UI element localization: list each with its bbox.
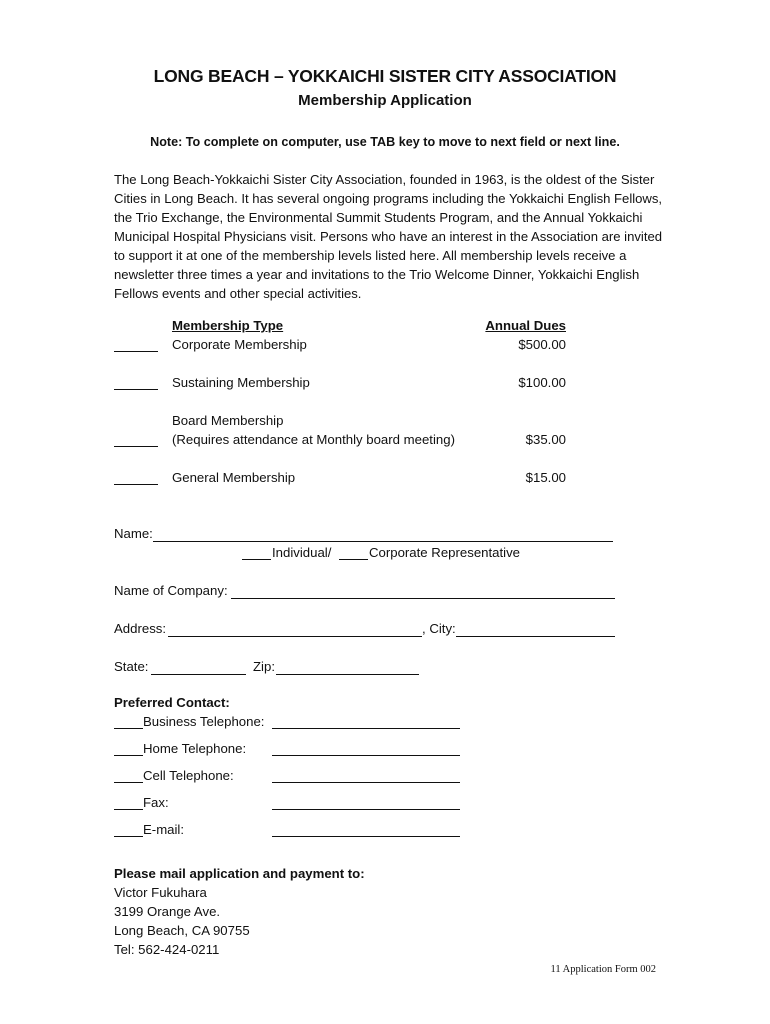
zip-field[interactable] (276, 674, 419, 675)
sustaining-membership-label: Sustaining Membership (172, 375, 310, 390)
business-telephone-checkbox[interactable] (114, 728, 143, 729)
mailing-heading: Please mail application and payment to: (114, 866, 365, 881)
instruction-note: Note: To complete on computer, use TAB key to move to next field or next line. (150, 135, 620, 149)
document-title: LONG BEACH – YOKKAICHI SISTER CITY ASSOCIATION (153, 66, 617, 86)
email-label: E-mail: (143, 822, 185, 837)
corporate-representative-checkbox[interactable] (339, 559, 368, 560)
corporate-membership-label: Corporate Membership (172, 337, 307, 352)
general-membership-label: General Membership (172, 470, 296, 485)
cell-telephone-checkbox[interactable] (114, 782, 143, 783)
board-membership-requirement: (Requires attendance at Monthly board meeting) (172, 432, 455, 447)
name-label: Name: (114, 526, 153, 541)
corporate-membership-price: $500.00 (518, 337, 566, 352)
form-footer: 11 Application Form 002 (550, 964, 656, 975)
state-label: State: (114, 659, 149, 674)
business-telephone-field[interactable] (272, 728, 460, 729)
address-label: Address: (114, 621, 167, 636)
zip-label: Zip: (253, 659, 275, 674)
home-telephone-field[interactable] (272, 755, 460, 756)
mailing-telephone: Tel: 562-424-0211 (114, 942, 220, 957)
fax-field[interactable] (272, 809, 460, 810)
individual-checkbox[interactable] (242, 559, 271, 560)
state-field[interactable] (151, 674, 246, 675)
board-membership-label: Board Membership (172, 413, 284, 428)
fax-checkbox[interactable] (114, 809, 143, 810)
sustaining-membership-price: $100.00 (518, 375, 566, 390)
general-membership-checkbox[interactable] (114, 484, 158, 485)
corporate-membership-checkbox[interactable] (114, 351, 158, 352)
board-membership-checkbox[interactable] (114, 446, 158, 447)
board-membership-price: $35.00 (525, 432, 566, 447)
name-field[interactable] (153, 541, 613, 542)
email-checkbox[interactable] (114, 836, 143, 837)
individual-label: Individual/ (272, 545, 332, 560)
corporate-representative-label: Corporate Representative (369, 545, 521, 560)
fax-label: Fax: (143, 795, 169, 810)
mailing-street: 3199 Orange Ave. (114, 904, 221, 919)
cell-telephone-field[interactable] (272, 782, 460, 783)
city-label: , City: (422, 621, 456, 636)
home-telephone-checkbox[interactable] (114, 755, 143, 756)
sustaining-membership-checkbox[interactable] (114, 389, 158, 390)
document-subtitle: Membership Application (298, 92, 472, 109)
annual-dues-header: Annual Dues (485, 318, 566, 333)
city-field[interactable] (456, 636, 615, 637)
mailing-city-state-zip: Long Beach, CA 90755 (114, 923, 250, 938)
email-field[interactable] (272, 836, 460, 837)
mailing-recipient: Victor Fukuhara (114, 885, 207, 900)
intro-paragraph: The Long Beach-Yokkaichi Sister City Association, founded in 1963, is the oldest of the Sister Cities in Long Beach. It has several ongoing programs including the Yokkaichi English Fellows, the Trio Exchange, the Environmental Summit Students Program, and the Annual Yokkaichi Municipal Hospital Physicians visit. Persons who have an interest in the Association are invited to support it at one of the membership levels listed here. All membership levels receive a newsletter three times a year and invitations to the Trio Welcome Dinner, Yokkaichi English Fellows events and other special activities. (114, 172, 663, 301)
membership-type-header: Membership Type (172, 318, 284, 333)
cell-telephone-label: Cell Telephone: (143, 768, 234, 783)
business-telephone-label: Business Telephone: (143, 714, 265, 729)
company-field[interactable] (231, 598, 615, 599)
home-telephone-label: Home Telephone: (143, 741, 247, 756)
preferred-contact-heading: Preferred Contact: (114, 695, 230, 710)
address-field[interactable] (168, 636, 422, 637)
general-membership-price: $15.00 (525, 470, 566, 485)
company-label: Name of Company: (114, 583, 228, 598)
